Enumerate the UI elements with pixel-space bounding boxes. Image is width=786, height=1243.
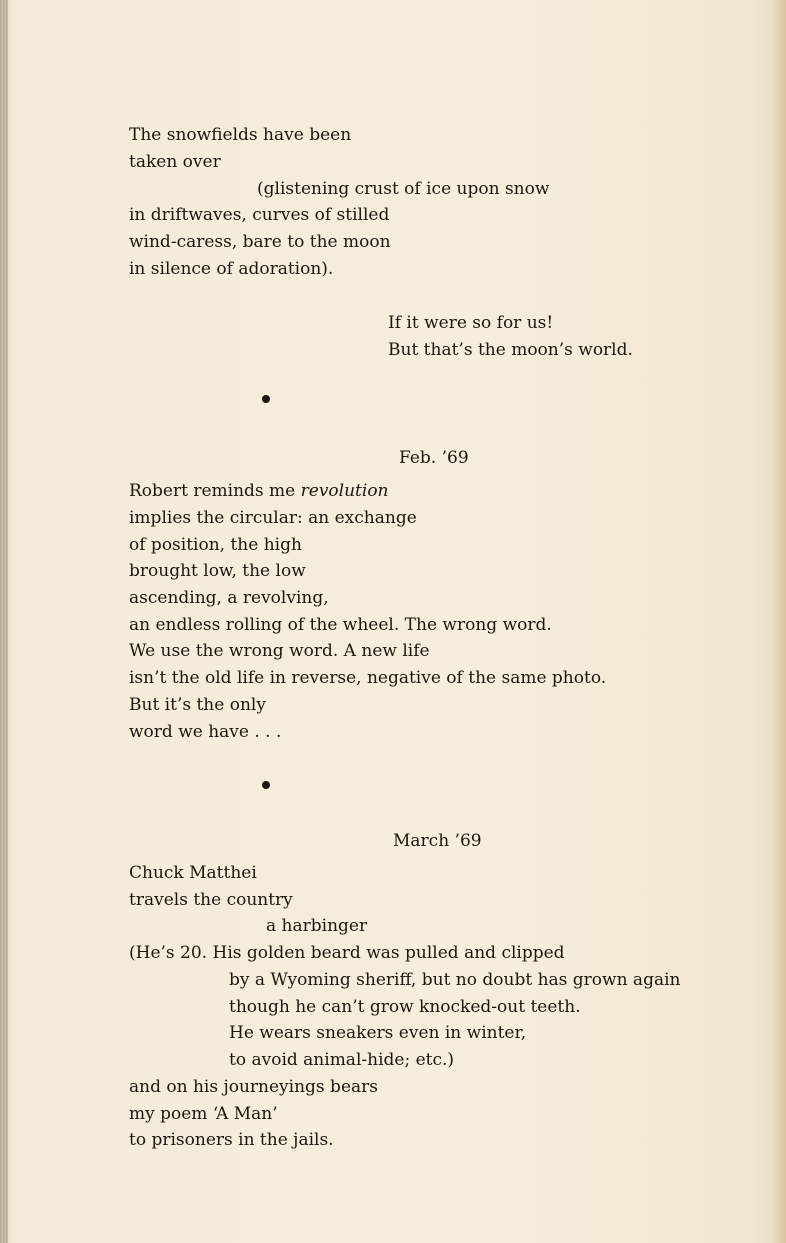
- date-heading: March ’69: [393, 831, 482, 851]
- section-bullet: [262, 395, 270, 403]
- poem-line: He wears sneakers even in winter,: [229, 1023, 527, 1043]
- poem-line: Chuck Matthei: [129, 863, 257, 883]
- poem-line: to avoid animal-hide; etc.): [229, 1050, 455, 1070]
- poem-line: The snowfields have been: [129, 125, 352, 145]
- poem-line: travels the country: [129, 890, 293, 910]
- italic-word: revolution: [300, 481, 389, 501]
- poem-line: isn’t the old life in reverse, negative of the same photo.: [129, 668, 607, 688]
- poem-line: wind-caress, bare to the moon: [129, 232, 391, 252]
- page-binding: [0, 0, 8, 1243]
- poem-line: implies the circular: an exchange: [129, 508, 417, 528]
- poem-line: and on his journeyings bears: [129, 1077, 378, 1097]
- poem-line: to prisoners in the jails.: [129, 1130, 334, 1150]
- poem-line: (glistening crust of ice upon snow: [257, 179, 550, 199]
- page-edge: [772, 0, 786, 1243]
- poem-line: We use the wrong word. A new life: [129, 641, 430, 661]
- poem-line: (He’s 20. His golden beard was pulled and clipped: [129, 943, 565, 963]
- poem-line: though he can’t grow knocked-out teeth.: [229, 997, 581, 1017]
- poem-line: [129, 478, 389, 504]
- poem-line: word we have . . .: [129, 722, 282, 742]
- poem-line-text: Robert reminds me: [129, 481, 301, 501]
- poem-line: a harbinger: [266, 916, 368, 936]
- poem-line: But that’s the moon’s world.: [388, 340, 633, 360]
- poem-line: by a Wyoming sheriff, but no doubt has grown again: [229, 970, 681, 990]
- poem-line: of position, the high: [129, 535, 302, 555]
- poem-line: in silence of adoration).: [129, 259, 334, 279]
- poem-line: in driftwaves, curves of stilled: [129, 205, 390, 225]
- poem-line: If it were so for us!: [388, 313, 554, 333]
- poem-line: an endless rolling of the wheel. The wrong word.: [129, 615, 552, 635]
- poem-line: my poem ‘A Man’: [129, 1104, 278, 1124]
- poem-line: brought low, the low: [129, 561, 306, 581]
- section-bullet: [262, 781, 270, 789]
- poem-line: taken over: [129, 152, 221, 172]
- date-heading: Feb. ’69: [399, 448, 469, 468]
- poem-line: ascending, a revolving,: [129, 588, 329, 608]
- poem-line: But it’s the only: [129, 695, 266, 715]
